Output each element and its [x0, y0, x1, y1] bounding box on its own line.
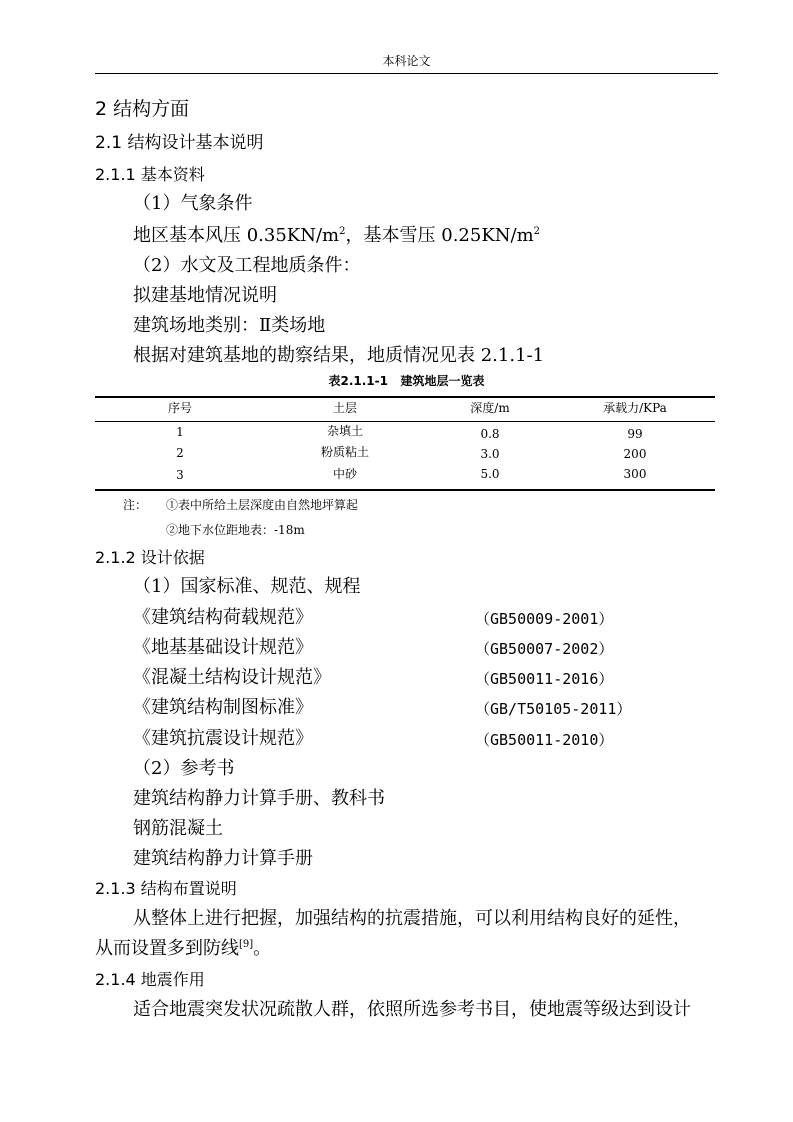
snow-text: ，基本雪压 0.25KN/m — [345, 225, 534, 246]
paragraph-text: 从而设置多到防线 — [95, 938, 239, 959]
code-number: （GB50007-2002） — [475, 640, 614, 658]
page-header-title: 本科论文 — [382, 54, 431, 68]
code-number: （GB/T50105-2011） — [475, 700, 632, 718]
section-2-1-title: 2.1 结构设计基本说明 — [95, 133, 264, 153]
table-cell: 3.0 — [480, 447, 500, 461]
references-item: （2）参考书 — [133, 758, 235, 779]
paragraph: 从整体上进行把握，加强结构的抗震措施，可以利用结构良好的延性， — [133, 908, 691, 929]
table-header: 土层 — [332, 401, 357, 415]
table-header: 承载力/KPa — [603, 401, 667, 415]
table-cell: 中砂 — [332, 467, 357, 481]
code-number: （GB50011-2010） — [475, 731, 614, 749]
table-cell: 99 — [627, 427, 643, 441]
code-name: 《建筑抗震设计规范》 — [133, 728, 313, 749]
reference-book: 钢筋混凝土 — [133, 818, 223, 839]
code-number: （GB50011-2016） — [475, 670, 614, 688]
code-name: 《建筑结构制图标准》 — [133, 697, 313, 718]
table-caption: 表2.1.1-1 建筑地层一览表 — [328, 374, 485, 388]
climate-item: （1）气象条件 — [133, 193, 253, 214]
table-note: ①表中所给土层深度由自然地坪算起 — [166, 498, 359, 512]
reference-book: 建筑结构静力计算手册 — [133, 848, 313, 869]
site-class: 建筑场地类别：Ⅱ类场地 — [133, 315, 326, 336]
table-cell: 粉质粘土 — [320, 445, 369, 459]
table-bottom-rule — [95, 489, 715, 491]
section-2-1-1-title: 2.1.1 基本资料 — [95, 165, 205, 184]
superscript-2: 2 — [533, 226, 541, 237]
table-header: 深度/m — [470, 401, 510, 415]
section-2-1-3-title: 2.1.3 结构布置说明 — [95, 879, 237, 898]
table-cell: 杂填土 — [326, 424, 363, 438]
table-cell: 300 — [623, 467, 647, 481]
wind-text: 地区基本风压 0.35KN/m — [133, 225, 340, 246]
table-note: ②地下水位距地表：-18m — [166, 523, 305, 537]
paragraph: 适合地震突发状况疏散人群，依照所选参考书目，使地震等级达到设计 — [133, 999, 691, 1020]
table-cell: 0.8 — [480, 427, 500, 441]
section-2-title: 2 结构方面 — [95, 98, 190, 120]
hydro-item: （2）水文及工程地质条件： — [133, 255, 361, 276]
table-cell: 200 — [623, 447, 647, 461]
table-note-label: 注： — [123, 498, 148, 512]
citation-ref: [9] — [239, 939, 254, 950]
wind-snow-line — [133, 225, 540, 247]
reference-book: 建筑结构静力计算手册、教科书 — [133, 788, 385, 809]
paragraph-text: 。 — [253, 938, 272, 959]
table-top-rule — [95, 396, 715, 398]
paragraph — [95, 938, 271, 960]
standards-item: （1）国家标准、规范、规程 — [133, 576, 361, 597]
table-cell: 5.0 — [480, 467, 500, 481]
table-header: 序号 — [167, 401, 192, 415]
section-2-1-4-title: 2.1.4 地震作用 — [95, 970, 205, 989]
site-description: 拟建基地情况说明 — [133, 285, 277, 306]
table-cell: 1 — [176, 425, 184, 439]
header-rule — [95, 73, 718, 74]
table-cell: 3 — [176, 468, 184, 482]
code-name: 《地基基础设计规范》 — [133, 637, 313, 658]
table-header-rule — [95, 421, 715, 422]
superscript-2: 2 — [339, 226, 346, 237]
section-2-1-2-title: 2.1.2 设计依据 — [95, 548, 205, 567]
code-number: （GB50009-2001） — [475, 610, 614, 628]
table-reference: 根据对建筑基地的勘察结果，地质情况见表 2.1.1-1 — [133, 345, 545, 366]
code-name: 《建筑结构荷载规范》 — [133, 607, 313, 628]
table-cell: 2 — [176, 446, 184, 460]
code-name: 《混凝土结构设计规范》 — [133, 667, 331, 688]
